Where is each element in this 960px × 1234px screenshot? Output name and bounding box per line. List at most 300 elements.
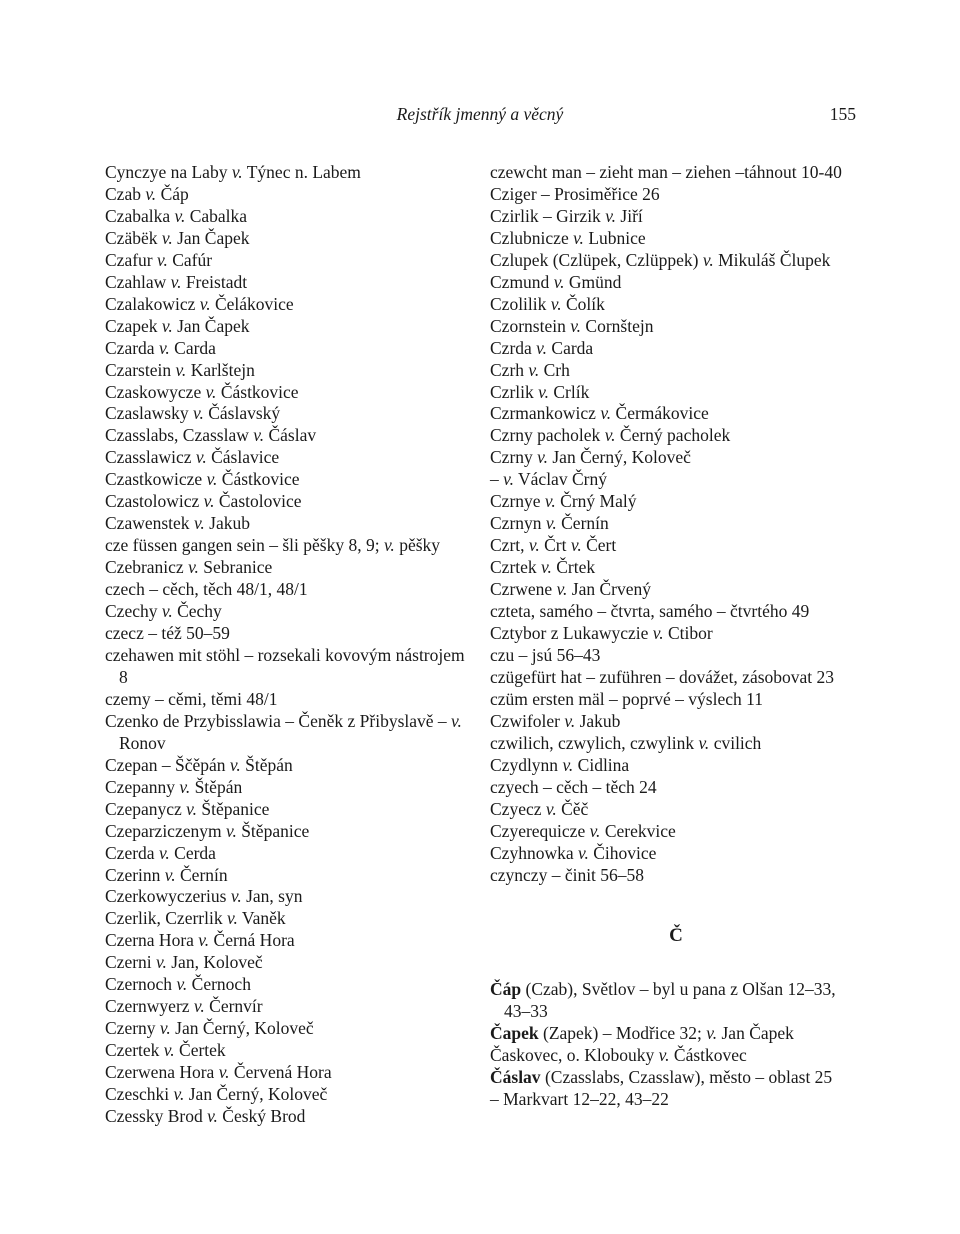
index-entry	[105, 1062, 470, 1084]
index-entry	[105, 206, 470, 228]
index-entry	[105, 469, 470, 491]
entry-text: Jiří	[616, 205, 643, 226]
entry-see-ref: v.	[564, 710, 576, 731]
entry-text: Čolík	[561, 293, 605, 314]
entry-text: Črný Malý	[555, 491, 637, 512]
entry-text: Ctibor	[663, 623, 713, 644]
page-number: 155	[829, 104, 856, 124]
entry-text: Černín	[556, 513, 609, 534]
entry-see-ref: v.	[383, 535, 395, 556]
entry-text: Červená Hora	[229, 1062, 332, 1083]
index-entry	[490, 294, 862, 316]
index-entry	[490, 403, 862, 425]
index-entry	[105, 996, 470, 1018]
index-entry	[490, 865, 862, 887]
index-entry	[105, 579, 470, 601]
entry-text: Černá Hora	[209, 930, 295, 951]
entry-see-ref: v.	[206, 469, 218, 490]
index-entry	[105, 272, 470, 294]
entry-text: Český Brod	[217, 1105, 306, 1126]
entry-text: Čihovice	[588, 842, 657, 863]
index-entry	[490, 491, 862, 513]
entry-text: Czmund	[490, 271, 554, 292]
entry-see-ref: v.	[538, 381, 549, 402]
index-entry	[490, 979, 862, 1023]
index-list-right	[490, 162, 862, 886]
index-entry	[105, 645, 470, 689]
entry-text: Čáp	[156, 183, 189, 204]
entry-text: czyech – cěch – těch 24	[490, 776, 657, 797]
entry-text: Czaskowycze	[105, 381, 206, 402]
entry-see-ref: v.	[562, 754, 574, 775]
entry-text: (Czab), Světlov – byl u pana z Olšan 12–33, 43–33	[504, 979, 836, 1022]
section-entry-list	[490, 979, 862, 1111]
entry-text: Jan Črvený	[567, 579, 652, 600]
entry-see-ref: v.	[544, 491, 556, 512]
index-entry	[490, 799, 862, 821]
index-entry	[105, 930, 470, 952]
index-entry	[105, 338, 470, 360]
entry-see-ref: v.	[451, 710, 462, 731]
entry-text: Czerda	[105, 842, 159, 863]
index-entry	[490, 579, 862, 601]
entry-text: Jan Čapek	[172, 315, 250, 336]
entry-text: Čert	[581, 535, 617, 556]
index-entry	[105, 557, 470, 579]
index-entry	[490, 184, 862, 206]
entry-text: Czapek	[105, 315, 162, 336]
entry-see-ref: v.	[528, 359, 540, 380]
entry-see-ref: v.	[550, 293, 562, 314]
entry-text: Čáslavice	[206, 447, 280, 468]
entry-text: Czepan – Ščěpán	[105, 754, 230, 775]
entry-text: Částkovec	[669, 1045, 747, 1066]
index-entry	[105, 952, 470, 974]
entry-see-ref: v.	[156, 952, 167, 973]
entry-text: Mikuláš Člupek	[713, 249, 831, 270]
entry-see-ref: v.	[186, 798, 197, 819]
entry-text: cvilich	[709, 732, 762, 753]
entry-text: czemy – cěmi, těmi 48/1	[105, 688, 278, 709]
entry-text: Časkovec, o. Klobouky	[490, 1045, 659, 1066]
entry-text: Czrwene	[490, 579, 557, 600]
entry-text: Czarda	[105, 337, 159, 358]
index-entry	[105, 535, 470, 557]
entry-see-ref: v.	[203, 491, 215, 512]
entry-text: Jan, syn	[241, 886, 303, 907]
index-entry	[490, 513, 862, 535]
entry-text: Czechy	[105, 601, 162, 622]
index-entry	[490, 601, 862, 623]
entry-see-ref: v.	[179, 776, 191, 797]
entry-text: Czolilik	[490, 293, 551, 314]
entry-see-ref: v.	[545, 798, 557, 819]
entry-text: Czäbëk	[105, 227, 162, 248]
entry-text: Czerkowyczerius	[105, 886, 231, 907]
entry-text: Czerinn	[105, 864, 165, 885]
entry-see-ref: v.	[698, 732, 710, 753]
entry-text: Czlupek (Czlüpek, Czlüppek)	[490, 249, 703, 270]
entry-text: Čertek	[174, 1040, 226, 1061]
entry-see-ref: v.	[158, 842, 170, 863]
entry-text: Štěpanice	[196, 798, 270, 819]
index-entry	[490, 272, 862, 294]
entry-text: Cztybor z Lukawyczie	[490, 623, 653, 644]
entry-text: Freistadt	[181, 271, 248, 292]
entry-text: Karlštejn	[186, 359, 255, 380]
index-entry	[490, 535, 862, 557]
entry-see-ref: v.	[173, 1084, 185, 1105]
entry-text: Czahlaw	[105, 271, 171, 292]
entry-headword: Čapek	[490, 1023, 539, 1044]
entry-see-ref: v.	[199, 293, 211, 314]
entry-text: Jan, Koloveč	[166, 952, 263, 973]
index-entry	[105, 382, 470, 404]
index-entry	[490, 338, 862, 360]
entry-text: Czastkowicze	[105, 469, 207, 490]
entry-text: Čěč	[556, 798, 589, 819]
entry-text: Czerlik, Czerrlik	[105, 908, 227, 929]
index-entry	[105, 1040, 470, 1062]
entry-see-ref: v.	[205, 381, 217, 402]
entry-see-ref: v.	[176, 974, 188, 995]
entry-text: Částkovice	[216, 381, 299, 402]
entry-headword: Čáslav	[490, 1067, 541, 1088]
entry-text: Czrlik	[490, 381, 539, 402]
section-letter: Č	[669, 925, 683, 947]
entry-text: Czrny	[490, 447, 538, 468]
index-entry	[105, 316, 470, 338]
entry-text: Czrtek	[490, 557, 542, 578]
entry-see-ref: v.	[589, 820, 601, 841]
index-entry	[490, 206, 862, 228]
entry-text: Czrmankowicz	[490, 403, 601, 424]
index-entry	[490, 689, 862, 711]
entry-text: Czerny	[105, 1018, 160, 1039]
entry-text: Vaněk	[237, 908, 286, 929]
index-entry	[105, 425, 470, 447]
index-entry	[105, 360, 470, 382]
index-column-left	[105, 162, 470, 1128]
entry-text: Črtek	[551, 557, 596, 578]
entry-text: Jan Čapek	[717, 1023, 794, 1044]
entry-see-ref: v.	[231, 162, 243, 182]
entry-text: Cafúr	[167, 249, 213, 270]
entry-text: Czertek	[105, 1040, 164, 1061]
entry-see-ref: v.	[159, 1018, 171, 1039]
entry-text: Czrt,	[490, 535, 529, 556]
index-entry	[105, 908, 470, 930]
index-entry	[105, 974, 470, 996]
entry-see-ref: v.	[556, 579, 568, 600]
index-entry	[105, 755, 470, 777]
entry-see-ref: v.	[553, 271, 565, 292]
entry-text: Čáslav	[264, 425, 317, 446]
entry-text: Černoch	[187, 974, 251, 995]
entry-text: Týnec n. Labem	[242, 162, 361, 182]
entry-text: Czrnye	[490, 491, 545, 512]
index-entry	[490, 821, 862, 843]
index-entry	[490, 228, 862, 250]
index-entry	[105, 601, 470, 623]
entry-text: Czerwena Hora	[105, 1062, 219, 1083]
entry-see-ref: v.	[161, 601, 173, 622]
entry-text: Crh	[539, 359, 570, 380]
entry-text: Czebranicz	[105, 557, 189, 578]
entry-text: –	[490, 469, 504, 490]
entry-see-ref: v.	[229, 754, 241, 775]
entry-text: Černvír	[204, 996, 263, 1017]
entry-see-ref: v.	[706, 1023, 718, 1044]
entry-text: Václav Črný	[513, 469, 607, 490]
entry-see-ref: v.	[230, 886, 242, 907]
entry-text: Částkovice	[217, 469, 300, 490]
entry-see-ref: v.	[193, 996, 205, 1017]
entry-text: – Markvart 12–22, 43–22	[490, 1089, 669, 1110]
entry-see-ref: v.	[192, 403, 204, 424]
entry-text: Sebranice	[198, 557, 273, 578]
entry-see-ref: v.	[658, 1045, 670, 1066]
entry-text: Czernoch	[105, 974, 177, 995]
entry-text: Ronov	[119, 732, 166, 753]
entry-text: Jakub	[204, 513, 250, 534]
entry-text: Cynczye na Laby	[105, 162, 232, 182]
entry-text: Czasslawicz	[105, 447, 196, 468]
entry-see-ref: v.	[158, 337, 170, 358]
entry-see-ref: v.	[226, 908, 238, 929]
entry-text: Carda	[169, 337, 216, 358]
entry-see-ref: v.	[161, 315, 173, 336]
entry-text: Czepanycz	[105, 798, 187, 819]
entry-see-ref: v.	[577, 842, 589, 863]
entry-text: Czwifoler	[490, 710, 565, 731]
index-entry	[490, 1023, 862, 1045]
index-entry	[105, 491, 470, 513]
entry-see-ref: v.	[198, 930, 210, 951]
entry-text: Štěpanice	[236, 820, 310, 841]
index-entry	[105, 1106, 470, 1128]
entry-see-ref: v.	[161, 227, 173, 248]
entry-text: Czrda	[490, 337, 537, 358]
entry-text: cze füssen gangen sein – šli pěšky 8, 9;	[105, 535, 384, 556]
entry-see-ref: v.	[218, 1062, 230, 1083]
entry-text: Czrnyn	[490, 513, 546, 534]
index-entry	[105, 711, 470, 755]
index-entry	[490, 1067, 862, 1089]
entry-text: Čáslavský	[203, 403, 281, 424]
entry-text: Jan Černý, Koloveč	[170, 1018, 314, 1039]
index-entry	[490, 645, 862, 667]
entry-text: Czastolowicz	[105, 491, 204, 512]
entry-text: Častolovice	[214, 491, 302, 512]
entry-text: Cabalka	[185, 205, 248, 226]
index-entry	[490, 777, 862, 799]
entry-text: czecz – též 50–59	[105, 623, 230, 644]
index-entry	[490, 557, 862, 579]
index-entry	[490, 360, 862, 382]
index-entry	[490, 382, 862, 404]
entry-text: Czarstein	[105, 359, 176, 380]
index-entry	[105, 184, 470, 206]
entry-text: Jan Černý, Koloveč	[548, 447, 691, 468]
entry-text: Czerni	[105, 952, 157, 973]
entry-see-ref: v.	[503, 469, 514, 490]
entry-see-ref: v.	[207, 1105, 218, 1126]
entry-see-ref: v.	[163, 1040, 175, 1061]
entry-text: Črt	[539, 535, 571, 556]
entry-text: Carda	[547, 337, 594, 358]
entry-see-ref: v.	[175, 359, 187, 380]
entry-text: Čechy	[172, 601, 222, 622]
index-entry	[490, 667, 862, 689]
entry-text: (Czasslabs, Czasslaw), město – oblast 25	[540, 1067, 833, 1088]
entry-text: Czeschki	[105, 1084, 174, 1105]
index-entry	[490, 755, 862, 777]
entry-see-ref: v.	[570, 315, 582, 336]
entry-text: czynczy – činit 56–58	[490, 864, 645, 885]
entry-see-ref: v.	[164, 864, 176, 885]
entry-text: Czerna Hora	[105, 930, 199, 951]
entry-text: Czalakowicz	[105, 293, 200, 314]
index-entry	[105, 821, 470, 843]
entry-text: Czafur	[105, 249, 157, 270]
index-column-right	[490, 162, 862, 1111]
entry-text: czech – cěch, těch 48/1, 48/1	[105, 579, 308, 600]
entry-see-ref: v.	[195, 447, 207, 468]
entry-text: Czessky Brod	[105, 1105, 208, 1126]
index-entry	[105, 294, 470, 316]
entry-text: Czydlynn	[490, 754, 563, 775]
entry-text: Czawenstek	[105, 513, 194, 534]
entry-see-ref: v.	[570, 535, 582, 556]
entry-text: Czasslabs, Czasslaw	[105, 425, 254, 446]
index-entry	[490, 623, 862, 645]
index-entry	[490, 447, 862, 469]
entry-text: Czyhnowka	[490, 842, 578, 863]
entry-text: Czyerequicze	[490, 820, 590, 841]
entry-see-ref: v.	[188, 557, 199, 578]
entry-see-ref: v.	[545, 513, 557, 534]
index-entry	[105, 403, 470, 425]
entry-text: czüm ersten mäl – poprvé – výslech 11	[490, 688, 763, 709]
entry-see-ref: v.	[225, 820, 237, 841]
index-entry	[105, 623, 470, 645]
index-entry	[105, 250, 470, 272]
index-entry	[105, 777, 470, 799]
entry-text: czewcht man – zieht man – ziehen –táhnout 10-40	[490, 162, 842, 182]
index-entry	[490, 1045, 862, 1067]
index-entry	[105, 843, 470, 865]
index-entry	[105, 162, 470, 184]
entry-see-ref: v.	[541, 557, 552, 578]
entry-text: Czrny pacholek	[490, 425, 605, 446]
entry-text: Czenko de Przybisslawia – Čeněk z Přibyslavě –	[105, 710, 452, 731]
entry-text: pěšky	[394, 535, 441, 556]
index-entry	[105, 513, 470, 535]
entry-headword: Čáp	[490, 979, 522, 1000]
entry-text: Czirlik – Girzik	[490, 205, 606, 226]
entry-text: czwilich, czwylich, czwylink	[490, 732, 699, 753]
index-entry	[490, 316, 862, 338]
entry-text: czu – jsú 56–43	[490, 644, 601, 665]
entry-see-ref: v.	[702, 249, 714, 270]
entry-text: Cidlina	[573, 754, 630, 775]
entry-see-ref: v.	[537, 447, 548, 468]
entry-text: Štěpán	[240, 754, 293, 775]
running-title: Rejstřík jmenný a věcný	[396, 104, 564, 124]
entry-text: Cerekvice	[600, 820, 676, 841]
index-entry	[490, 425, 862, 447]
index-entry	[105, 865, 470, 887]
entry-text: Czernwyerz	[105, 996, 194, 1017]
entry-text: Czrh	[490, 359, 529, 380]
entry-see-ref: v.	[528, 535, 540, 556]
entry-text: Czabalka	[105, 205, 175, 226]
entry-text: Czaslawsky	[105, 403, 193, 424]
index-entry	[490, 469, 862, 491]
entry-text: Czab	[105, 183, 146, 204]
entry-text: czteta, samého – čtvrta, samého – čtvrtého 49	[490, 601, 810, 622]
entry-see-ref: v.	[157, 249, 168, 270]
index-entry	[105, 689, 470, 711]
entry-see-ref: v.	[573, 227, 584, 248]
entry-see-ref: v.	[145, 183, 157, 204]
index-entry	[490, 711, 862, 733]
entry-see-ref: v.	[253, 425, 265, 446]
entry-text: Cornštejn	[581, 315, 654, 336]
index-entry	[490, 162, 862, 184]
index-entry	[105, 447, 470, 469]
entry-see-ref: v.	[600, 403, 612, 424]
index-entry	[490, 843, 862, 865]
entry-see-ref: v.	[536, 337, 548, 358]
entry-text: Čelákovice	[210, 293, 294, 314]
index-entry	[105, 1018, 470, 1040]
entry-text: czehawen mit stöhl – rozsekali kovovým nástrojem 8	[105, 644, 465, 687]
entry-text: Gmünd	[564, 271, 622, 292]
entry-text: Lubnice	[583, 227, 646, 248]
entry-see-ref: v.	[174, 205, 186, 226]
entry-text: Jan Čapek	[172, 227, 250, 248]
entry-see-ref: v.	[193, 513, 205, 534]
entry-text: Czyecz	[490, 798, 546, 819]
index-entry	[105, 228, 470, 250]
entry-text: Čermákovice	[611, 403, 709, 424]
entry-see-ref: v.	[652, 623, 664, 644]
index-entry	[105, 886, 470, 908]
entry-see-ref: v.	[604, 425, 616, 446]
index-entry	[490, 250, 862, 272]
index-entry	[105, 799, 470, 821]
entry-text: Štěpán	[190, 776, 243, 797]
entry-text: Cerda	[169, 842, 216, 863]
entry-text: Czeparziczenym	[105, 820, 226, 841]
entry-text: Czepanny	[105, 776, 180, 797]
entry-text: czügefürt hat – zuführen – dovážet, zásobovat 23	[490, 666, 835, 687]
entry-text: Czlubnicze	[490, 227, 574, 248]
entry-text: Czornstein	[490, 315, 571, 336]
index-entry	[490, 733, 862, 755]
entry-text: Crlík	[548, 381, 590, 402]
entry-text: Jan Černý, Koloveč	[184, 1084, 328, 1105]
entry-text: (Zapek) – Modřice 32;	[538, 1023, 707, 1044]
entry-text: Černín	[175, 864, 228, 885]
entry-text: Černý pacholek	[615, 425, 731, 446]
entry-text: Jakub	[575, 710, 621, 731]
entry-see-ref: v.	[605, 205, 617, 226]
entry-see-ref: v.	[170, 271, 182, 292]
entry-text: Cziger – Prosiměřice 26	[490, 183, 660, 204]
